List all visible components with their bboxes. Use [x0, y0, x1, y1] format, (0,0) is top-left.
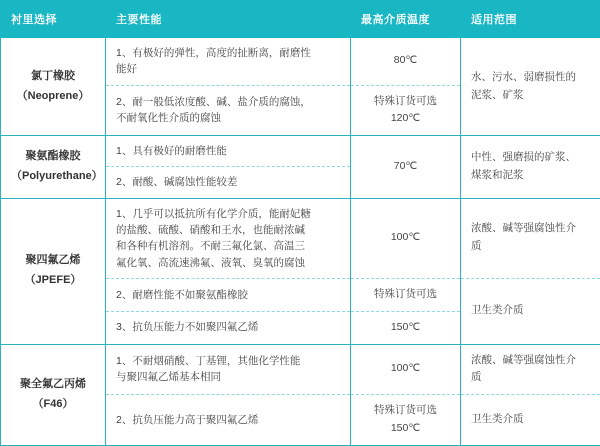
table-row [1, 198, 600, 278]
lining-name-line: 氯丁橡胶 [11, 67, 95, 87]
lining-name-line: 聚氨酯橡胶 [11, 147, 95, 167]
max-temp-line: 特殊订货可选 [361, 286, 450, 304]
performance-line: 1、几乎可以抵抗所有化学介质，能耐妃糖 [116, 206, 340, 222]
application-cell [461, 136, 600, 199]
performance-line: 能好 [116, 61, 340, 77]
performance-line: 不耐氧化性介质的腐蚀 [116, 110, 340, 126]
performance-cell [106, 311, 351, 344]
application-line: 煤浆和泥浆 [471, 167, 590, 185]
performance-cell [106, 38, 351, 86]
lining-name-line: （F46） [11, 395, 95, 415]
max-temp-line: 70℃ [361, 158, 450, 176]
performance-cell [106, 136, 351, 167]
application-cell [461, 395, 600, 446]
max-temp-cell [351, 344, 461, 395]
max-temp-cell [351, 311, 461, 344]
application-cell [461, 278, 600, 344]
lining-name-line: （Neoprene） [11, 87, 95, 107]
max-temp-line: 特殊订货可选 [361, 402, 450, 420]
application-line: 浓酸、碱等强腐蚀性介 [471, 220, 590, 238]
max-temp-line: 150℃ [361, 319, 450, 337]
lining-name-cell [1, 344, 106, 445]
performance-line: 2、耐一般低浓度酸、碱、盐介质的腐蚀， [116, 94, 340, 110]
column-header-application: 适用范围 [461, 1, 600, 38]
performance-line: 1、具有极好的耐磨性能 [116, 143, 340, 159]
performance-line: 2、耐磨性能不如聚氨酯橡胶 [116, 287, 340, 303]
performance-line: 2、耐酸、碱腐蚀性能较差 [116, 174, 340, 190]
performance-line: 和各种有机溶剂。不耐三氟化氯、高温三 [116, 238, 340, 254]
application-cell [461, 344, 600, 395]
application-line: 卫生类介质 [471, 411, 590, 429]
max-temp-line: 150℃ [361, 420, 450, 438]
performance-line: 氟化氧、高流速沸氟、液氧、臭氧的腐蚀 [116, 255, 340, 271]
performance-line: 1、不耐烟硝酸、丁基锂，其他化学性能 [116, 353, 340, 369]
max-temp-line: 80℃ [361, 52, 450, 70]
max-temp-cell [351, 278, 461, 311]
max-temp-line: 100℃ [361, 360, 450, 378]
performance-cell [106, 344, 351, 395]
performance-line: 与聚四氟乙烯基本相同 [116, 369, 340, 385]
lining-name-cell [1, 38, 106, 136]
column-header-max-temp: 最高介质温度 [351, 1, 461, 38]
table-row [1, 136, 600, 167]
max-temp-line: 100℃ [361, 229, 450, 247]
max-temp-cell [351, 38, 461, 86]
application-line: 浓酸、碱等强腐蚀性介 [471, 352, 590, 370]
application-line: 水、污水、弱磨损性的 [471, 69, 590, 87]
max-temp-line: 特殊订货可选 [361, 93, 450, 111]
lining-name-line: （JPEFE） [11, 271, 95, 291]
max-temp-cell [351, 395, 461, 446]
lining-name-line: （Polyurethane） [11, 167, 95, 187]
max-temp-cell [351, 85, 461, 136]
performance-cell [106, 278, 351, 311]
application-line: 质 [471, 369, 590, 387]
performance-cell [106, 198, 351, 278]
lining-name-cell [1, 198, 106, 344]
application-line: 中性、强磨损的矿浆、 [471, 149, 590, 167]
table-header [1, 1, 600, 38]
performance-line: 2、抗负压能力高于聚四氟乙烯 [116, 412, 340, 428]
table-body [1, 38, 600, 446]
max-temp-cell [351, 198, 461, 278]
application-line: 卫生类介质 [471, 302, 590, 320]
performance-cell [106, 395, 351, 446]
performance-line: 的盐酸、硫酸、硝酸和王水，也能耐浓碱 [116, 222, 340, 238]
table-row [1, 344, 600, 395]
performance-line: 3、抗负压能力不如聚四氟乙烯 [116, 319, 340, 335]
max-temp-cell [351, 136, 461, 199]
application-cell [461, 198, 600, 278]
performance-cell [106, 85, 351, 136]
table-row [1, 38, 600, 86]
application-cell [461, 38, 600, 136]
column-header-performance: 主要性能 [106, 1, 351, 38]
table-header-row [1, 1, 600, 38]
performance-line: 1、有极好的弹性，高度的扯断离，耐磨性 [116, 45, 340, 61]
lining-name-line: 聚全氟乙丙烯 [11, 375, 95, 395]
lining-name-line: 聚四氟乙烯 [11, 251, 95, 271]
application-line: 泥浆、矿浆 [471, 87, 590, 105]
lining-name-cell [1, 136, 106, 199]
application-line: 质 [471, 238, 590, 256]
performance-cell [106, 167, 351, 198]
column-header-lining: 衬里选择 [1, 1, 106, 38]
max-temp-line: 120℃ [361, 110, 450, 128]
